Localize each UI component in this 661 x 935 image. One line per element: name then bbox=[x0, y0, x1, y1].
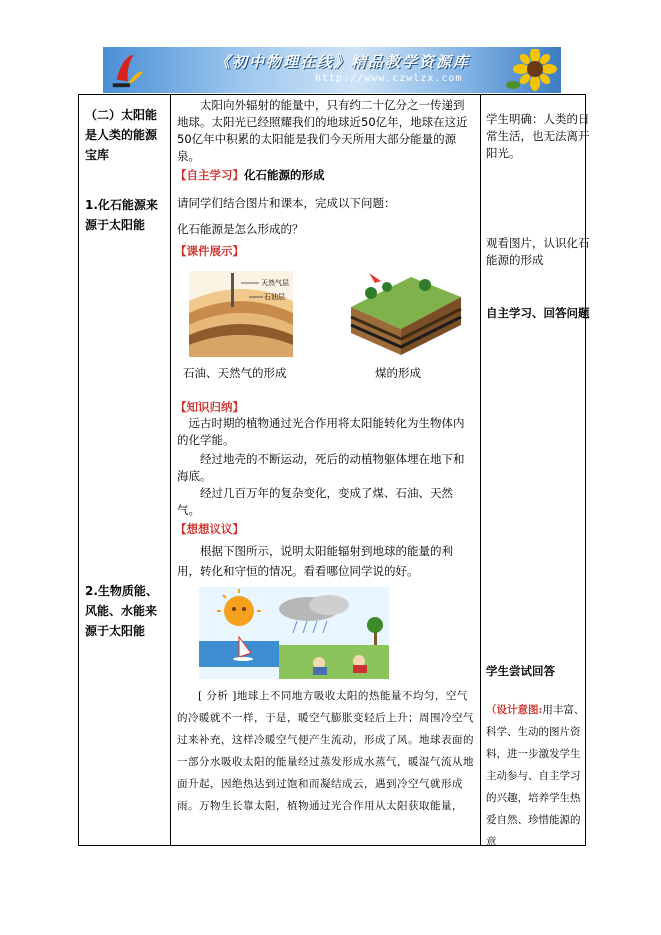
heading-courseware: 【课件展示】 bbox=[175, 244, 244, 258]
logo-icon bbox=[109, 51, 147, 89]
summary-3: 经过几百万年的复杂变化，变成了煤、石油、天然气。 bbox=[177, 486, 453, 517]
section-title-1: （二）太阳能是人类的能源宝库 bbox=[85, 108, 158, 162]
caption-coal: 煤的形成 bbox=[375, 366, 421, 380]
heading-self-study-topic: 化石能源的形成 bbox=[244, 168, 325, 182]
oil-layer-label: 石油层 bbox=[264, 293, 285, 301]
note-student-try: 学生尝试回答 bbox=[486, 664, 555, 678]
summary-2: 经过地壳的不断运动，死后的动植物躯体埋在地下和海底。 bbox=[177, 452, 465, 483]
banner-title: 《初中物理在线》精品教学资源库 bbox=[215, 53, 471, 71]
design-intent bbox=[486, 699, 588, 853]
section-title-2: 1.化石能源来源于太阳能 bbox=[85, 198, 158, 232]
header-banner bbox=[103, 47, 561, 93]
intro-paragraph: 太阳向外辐射的能量中，只有约二十亿分之一传递到地球。太阳光已经照耀我们的地球近50亿年，地球在这近50亿年中积累的太阳能是我们今天所用大部分能量的源泉。 bbox=[177, 98, 468, 163]
note-student-clear: 学生明确：人类的日常生活，也无法离开阳光。 bbox=[486, 112, 590, 160]
note-self-study: 自主学习、回答问题 bbox=[486, 306, 590, 320]
coal-formation-image bbox=[341, 267, 463, 359]
analysis-text: [ 分析 ]地球上不同地方吸收太阳的热能量不均匀，空气的冷暖就不一样，于是，暖空气膨胀变轻后上升；周围冷空气过来补充，这样冷暖空气便产生流动，形成了风。地球表面的一部分水吸收太阳的能量经过蒸发形成水蒸气，暖湿气流从地面升起，因绝热达到过饱和而凝结成云，遇到冷空气就形成雨。万物生长靠太阳，植物通过光合作用从太阳获取能量， bbox=[177, 690, 474, 812]
topic-column bbox=[79, 95, 171, 846]
heading-discuss: 【想想议议】 bbox=[175, 522, 244, 536]
oil-gas-formation-image bbox=[189, 271, 293, 357]
question-text: 化石能源是怎么形成的？ bbox=[177, 222, 304, 236]
design-intent-tag: （设计意图: bbox=[486, 704, 543, 716]
summary-1: 远古时期的植物通过光合作用将太阳能转化为生物体内的化学能。 bbox=[177, 416, 465, 447]
sunflower-icon bbox=[505, 49, 557, 93]
discuss-text: 根据下图所示，说明太阳能辐射到地球的能量的利用，转化和守恒的情况。看看哪位同学说的好。 bbox=[177, 544, 453, 578]
banner-url: http://www.czwlzx.com bbox=[315, 73, 463, 84]
caption-oil-gas: 石油、天然气的形成 bbox=[183, 366, 287, 380]
notes-column bbox=[481, 95, 590, 848]
design-intent-text: 用丰富、科学、生动的图片资料，进一步激发学生主动参与、自主学习的兴趣，培养学生热爱自然、珍惜能源的意 bbox=[486, 704, 585, 848]
lesson-table bbox=[78, 94, 590, 848]
gas-layer-label: 天然气层 bbox=[261, 279, 289, 287]
solar-energy-scene-image bbox=[199, 587, 389, 679]
instruction-text: 请同学们结合图片和课本，完成以下问题： bbox=[177, 196, 396, 210]
heading-summary: 【知识归纳】 bbox=[175, 400, 244, 414]
heading-self-study bbox=[175, 167, 325, 183]
heading-self-study-label: 【自主学习】 bbox=[175, 168, 244, 182]
note-view-image: 观看图片，认识化石能源的形成 bbox=[486, 236, 590, 267]
section-title-3: 2.生物质能、风能、水能来源于太阳能 bbox=[85, 584, 158, 638]
content-column bbox=[171, 95, 481, 846]
